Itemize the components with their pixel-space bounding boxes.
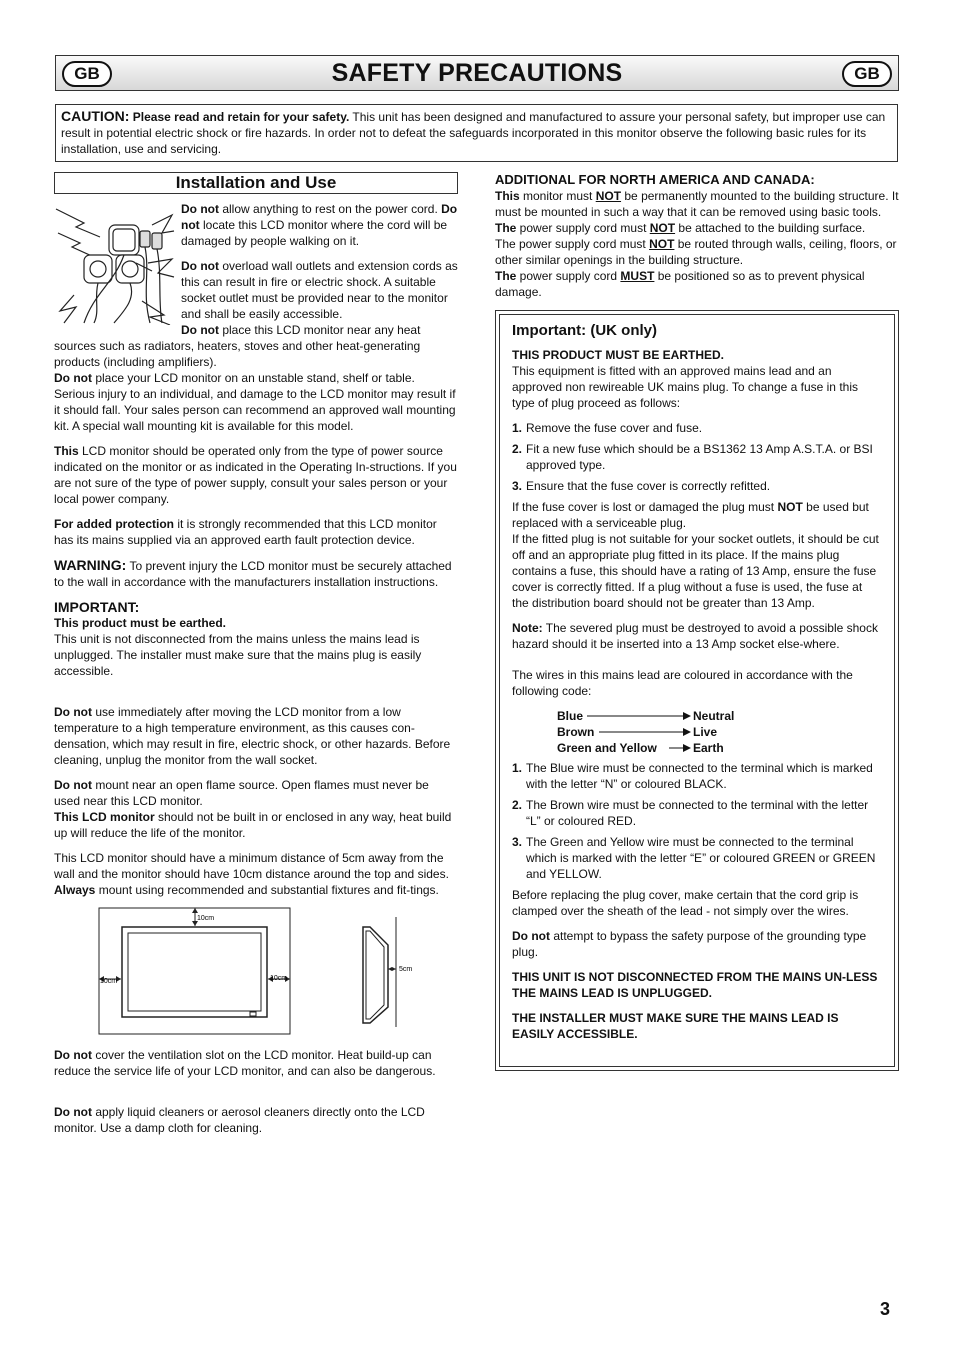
important-text: This unit is not disconnected from the mains unless the mains lead is unplugged. The installer must make sure that the mains plug is easily accessible. xyxy=(54,632,422,678)
wire-row-blue: Blue Neutral xyxy=(557,709,735,723)
para-overload: Do not overload wall outlets and extension cords as this can result in fire or electric shock. A suitable socket outlet must be provided near to the monitor and shall be easily accessible. xyxy=(181,259,458,321)
para-power-cord: Do not allow anything to rest on the power cord. Do not locate this LCD monitor where the cord will be damaged by people walking on it. xyxy=(181,202,458,248)
language-badge-left: GB xyxy=(62,61,112,87)
para-enclosed: This LCD monitor should not be built in or enclosed in any way, heat build up will reduce the life of the monitor. xyxy=(54,810,452,840)
uk-fuse-lost: If the fuse cover is lost or damaged the plug must NOT be used but replaced with a serviceable plug. xyxy=(512,500,869,530)
para-fixtures: Always mount using recommended and substantial fixtures and fit-tings. xyxy=(54,883,439,897)
overloaded-socket-icon xyxy=(54,203,176,325)
uk-cord-grip: Before replacing the plug cover, make certain that the cord grip is clamped over the sheath of the lead - not simply over the wires. xyxy=(512,888,859,918)
wire-row-brown: Brown Live xyxy=(557,725,718,739)
arrow-right-icon xyxy=(669,743,691,753)
right-column xyxy=(495,172,899,1071)
uk-earthed: THIS PRODUCT MUST BE EARTHED. xyxy=(512,348,725,362)
uk-caps-mains: THIS UNIT IS NOT DISCONNECTED FROM THE MAINS UN-LESS THE MAINS LEAD IS UNPLUGGED. xyxy=(512,970,878,1000)
uk-grounding: Do not attempt to bypass the safety purpose of the grounding type plug. xyxy=(512,929,867,959)
para-added-protection: For added protection it is strongly recommended that this LCD monitor has its mains supplied via an approved earth fault protection device. xyxy=(54,517,437,547)
uk-note: Note: The severed plug must be destroyed to avoid a possible shock hazard should it be inserted into a 13 Amp socket else-where. xyxy=(512,621,878,651)
para-condensation: Do not use immediately after moving the LCD monitor from a low temperature to a high temperature environment, as this causes con-densation, which may result in fire, electric shock, or other hazards. Before cleaning, unplug the monitor from the wall socket. xyxy=(54,705,451,767)
caution-box xyxy=(55,104,898,162)
para-distance: This LCD monitor should have a minimum distance of 5cm away from the wall and the monitor should have 10cm distance around the top and sides. xyxy=(54,851,449,881)
list-item: 1. The Blue wire must be connected to the terminal which is marked with the letter “N” or coloured BLACK. xyxy=(512,761,873,791)
page-header xyxy=(55,55,899,91)
para-ventilation: Do not cover the ventilation slot on the LCD monitor. Heat build-up can reduce the service life of your LCD monitor, and can also be dangerous. xyxy=(54,1048,436,1078)
list-item: 1. Remove the fuse cover and fuse. xyxy=(512,421,703,435)
uk-fitted-plug: If the fitted plug is not suitable for your socket outlets, it should be cut off and an appropriate plug fitted in its place. If the mains plug contains a fuse, this should have a rating of 13 Amp, ensure the fuse cover is correctly fitted. If a plug without a fuse is used, the fuse at the distribution board should not be greater than 13 Amp. xyxy=(512,532,879,610)
top-clearance-label: 10cm xyxy=(197,915,215,922)
left-clearance-label: 10cm xyxy=(100,978,118,985)
uk-wires-intro: The wires in this mains lead are coloured in accordance with the following code: xyxy=(512,668,853,698)
monitor-clearance-figure xyxy=(54,907,458,1035)
para-power-source: This LCD monitor should be operated only from the type of power source indicated on the monitor or as indicated in the Operating In-structions. If you are not sure of the type of power supply, consult your sales person or your local power company. xyxy=(54,444,457,506)
north-america-title: ADDITIONAL FOR NORTH AMERICA AND CANADA: xyxy=(495,172,815,187)
right-clearance-label: 10cm xyxy=(270,975,288,982)
important-heading: IMPORTANT: xyxy=(54,599,140,615)
uk-title: Important: (UK only) xyxy=(512,322,657,339)
list-item: 2. Fit a new fuse which should be a BS1362 13 Amp A.S.T.A. or BSI approved type. xyxy=(512,442,873,472)
page-number: 3 xyxy=(880,1299,891,1319)
installation-title: Installation and Use xyxy=(54,172,458,194)
caution-bold: Please read and retain for your safety. xyxy=(132,110,350,124)
list-item: 3. The Green and Yellow wire must be connected to the terminal which is marked with the letter “E” or coloured GREEN or GREEN and YELLOW. xyxy=(512,835,876,881)
wall-clearance-label: 5cm xyxy=(399,966,413,973)
uk-caps-installer: THE INSTALLER MUST MAKE SURE THE MAINS LEAD IS EASILY ACCESSIBLE. xyxy=(512,1011,839,1041)
north-america-text: This monitor must NOT be permanently mounted to the building structure. It must be mounted in such a way that it can be removed using basic tools. The power supply cord must NOT be attached to the building surface. The power supply cord must NOT be routed through walls, ceiling, floors, or other similar openings in the building structure. The power supply cord MUST be positioned so as to prevent physical damage. xyxy=(495,189,899,299)
clearance-diagram xyxy=(54,907,458,1035)
installation-column xyxy=(54,172,458,1145)
page-title: SAFETY PRECAUTIONS xyxy=(331,59,623,87)
caution-label: CAUTION: xyxy=(61,108,130,124)
caution-text: This unit has been designed and manufactured to assure your personal safety, but improper use can result in potential electric shock or fire hazards. In order not to defeat the safeguards incorporated in this monitor observe the following basic rules for its installation, use and servicing. xyxy=(61,110,886,156)
arrow-right-icon xyxy=(587,711,691,721)
uk-intro: This equipment is fitted with an approved mains lead and an approved non rewireable UK mains plug. To change a fuse in this type of plug proceed as follows: xyxy=(512,364,858,410)
important-bold: This product must be earthed. xyxy=(54,616,227,630)
para-cleaning: Do not apply liquid cleaners or aerosol cleaners directly onto the LCD monitor. Use a damp cloth for cleaning. xyxy=(54,1105,425,1135)
para-heat-sources: Do not place this LCD monitor near any heat sources such as radiators, heaters, stoves and other heat-generating products (including amplifiers). Do not place your LCD monitor on an unstable stand, shelf or table. Serious injury to an individual, and damage to the LCD monitor may result if it should fall. Your sales person can recommend an approved wall mounting kit. A special wall mounting kit is available for this model. xyxy=(54,323,456,433)
language-badge-right: GB xyxy=(842,61,892,87)
para-warning: WARNING: To prevent injury the LCD monitor must be securely attached to the wall in accordance with the manufacturers installation instructions. xyxy=(54,557,452,589)
para-open-flame: Do not mount near an open flame source. Open flames must never be used near this LCD monitor. xyxy=(54,778,429,808)
wire-row-green-yellow: Green and Yellow Earth xyxy=(557,741,724,755)
arrow-right-icon xyxy=(599,727,691,737)
uk-box xyxy=(495,310,899,1071)
wire-color-code xyxy=(557,708,882,756)
plug-warning-area xyxy=(54,201,458,322)
list-item: 3. Ensure that the fuse cover is correctly refitted. xyxy=(512,479,771,493)
list-item: 2. The Brown wire must be connected to the terminal with the letter “L” or coloured RED. xyxy=(512,798,869,828)
